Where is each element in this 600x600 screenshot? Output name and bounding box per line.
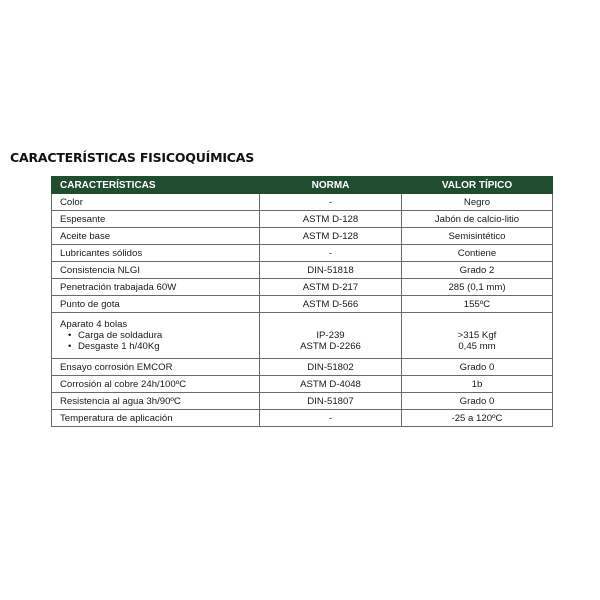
cell-valor: Semisintético xyxy=(402,228,553,245)
cell-valor: Grado 0 xyxy=(402,359,553,376)
cell-norma: ASTM D-4048 xyxy=(260,376,402,393)
cell-caracteristica: Espesante xyxy=(52,211,260,228)
sub-item-label: Carga de soldadura xyxy=(78,330,163,341)
cell-norma: ASTM D-128 xyxy=(260,228,402,245)
cell-caracteristica: Ensayo corrosión EMCOR xyxy=(52,359,260,376)
cell-caracteristica xyxy=(52,313,260,359)
table-header-row xyxy=(52,177,553,194)
cell-caracteristica: Punto de gota xyxy=(52,296,260,313)
sub-item-valor: 0,45 mm xyxy=(458,341,496,352)
cell-caracteristica: Penetración trabajada 60W xyxy=(52,279,260,296)
table-row-four-ball xyxy=(52,313,553,359)
cell-valor: Negro xyxy=(402,194,553,211)
cell-norma: ASTM D-217 xyxy=(260,279,402,296)
table-row xyxy=(52,228,553,245)
cell-norma: ASTM D-566 xyxy=(260,296,402,313)
list-item xyxy=(68,341,259,352)
section-title: CARACTERÍSTICAS FISICOQUÍMICAS xyxy=(10,150,255,165)
four-ball-sublist xyxy=(60,330,259,352)
table-row xyxy=(52,393,553,410)
cell-norma: DIN-51802 xyxy=(260,359,402,376)
table-row xyxy=(52,211,553,228)
sub-item-norma: ASTM D-2266 xyxy=(300,341,361,352)
table-row xyxy=(52,376,553,393)
bullet-icon: • xyxy=(68,341,72,352)
cell-caracteristica: Temperatura de aplicación xyxy=(52,410,260,427)
cell-norma: ASTM D-128 xyxy=(260,211,402,228)
table-row xyxy=(52,245,553,262)
four-ball-title: Aparato 4 bolas xyxy=(60,319,128,330)
table-row xyxy=(52,279,553,296)
cell-norma: - xyxy=(260,245,402,262)
cell-norma: DIN-51807 xyxy=(260,393,402,410)
header-norma: NORMA xyxy=(260,177,402,194)
cell-valor: Grado 0 xyxy=(402,393,553,410)
table-row xyxy=(52,359,553,376)
sub-item-norma: IP-239 xyxy=(316,330,345,341)
cell-valor: Jabón de calcio-litio xyxy=(402,211,553,228)
table-row xyxy=(52,296,553,313)
cell-valor xyxy=(402,313,553,359)
cell-caracteristica: Color xyxy=(52,194,260,211)
sub-item-label: Desgaste 1 h/40Kg xyxy=(78,341,160,352)
list-item xyxy=(68,330,259,341)
table-row xyxy=(52,410,553,427)
sub-item-valor: >315 Kgf xyxy=(457,330,497,341)
cell-valor: -25 a 120ºC xyxy=(402,410,553,427)
cell-valor: 155ºC xyxy=(402,296,553,313)
cell-valor: 285 (0,1 mm) xyxy=(402,279,553,296)
table-row xyxy=(52,194,553,211)
cell-norma: - xyxy=(260,194,402,211)
header-caracteristicas: CARACTERÍSTICAS xyxy=(52,177,260,194)
cell-valor: Contiene xyxy=(402,245,553,262)
bullet-icon: • xyxy=(68,330,72,341)
specs-table xyxy=(51,176,553,427)
cell-valor: Grado 2 xyxy=(402,262,553,279)
table-row xyxy=(52,262,553,279)
cell-norma: DIN-51818 xyxy=(260,262,402,279)
cell-caracteristica: Consistencia NLGI xyxy=(52,262,260,279)
cell-caracteristica: Lubricantes sólidos xyxy=(52,245,260,262)
header-valor-tipico: VALOR TÍPICO xyxy=(402,177,553,194)
cell-norma: - xyxy=(260,410,402,427)
cell-caracteristica: Resistencia al agua 3h/90ºC xyxy=(52,393,260,410)
cell-caracteristica: Corrosión al cobre 24h/100ºC xyxy=(52,376,260,393)
cell-caracteristica: Aceite base xyxy=(52,228,260,245)
cell-valor: 1b xyxy=(402,376,553,393)
cell-norma xyxy=(260,313,402,359)
